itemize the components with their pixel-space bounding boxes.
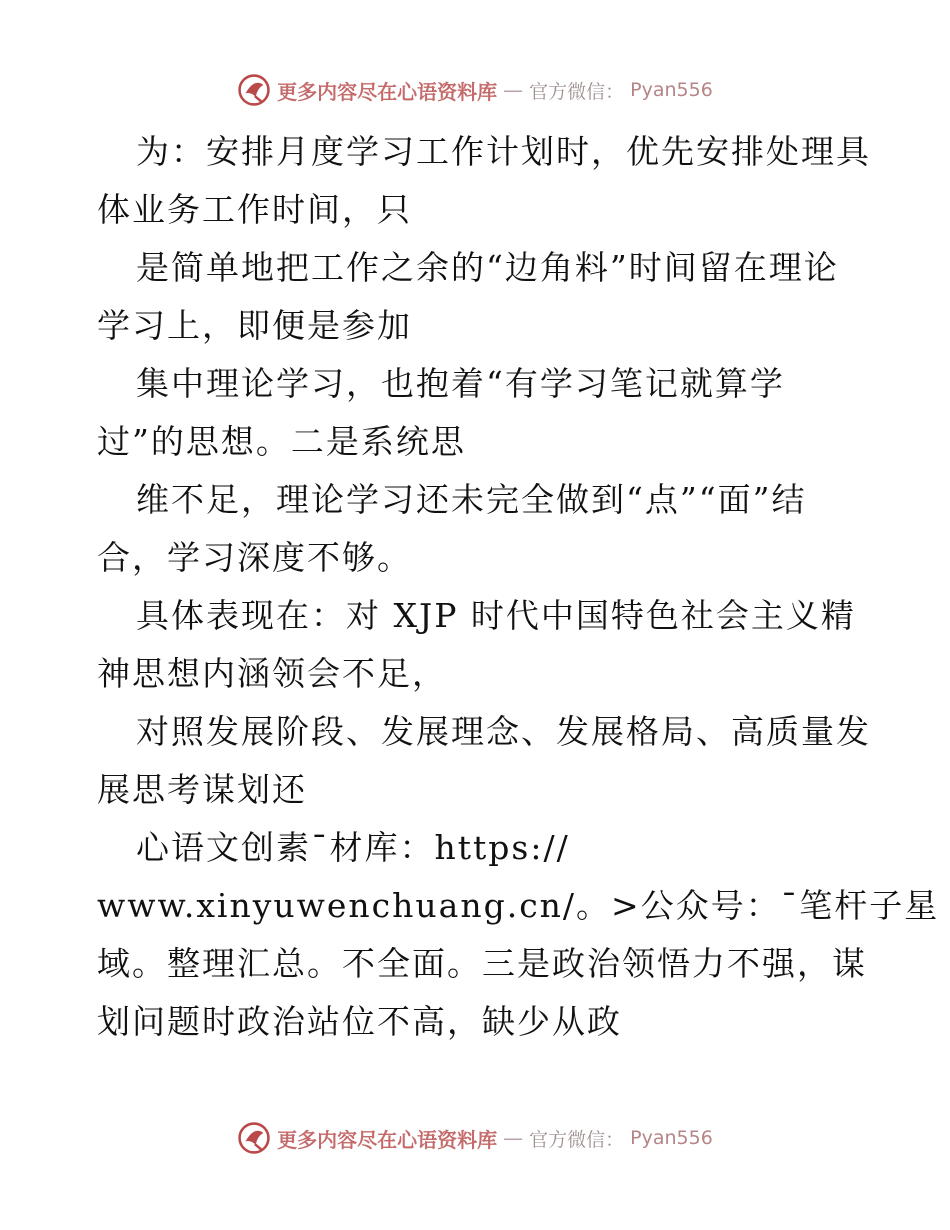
header-wechat-id: Pyan556 — [630, 79, 713, 101]
document-body — [97, 123, 940, 1051]
header-banner-inner — [237, 73, 713, 107]
text-line: 展思考谋划还 — [97, 770, 307, 809]
header-separator: — — [503, 78, 524, 102]
text-line: 对照发展阶段、发展理念、发展格局、高质量发 — [136, 712, 871, 751]
text-line: 心语文创素¯材库：https:// — [136, 828, 570, 867]
header-site-name: 更多内容尽在心语资料库 — [277, 79, 498, 104]
text-line: 合，学习深度不够。 — [97, 538, 412, 577]
footer-wechat-id: Pyan556 — [630, 1127, 713, 1149]
text-line: 具体表现在：对 XJP 时代中国特色社会主义精 — [136, 596, 856, 635]
footer-separator: — — [503, 1126, 524, 1150]
xinyu-logo-icon — [237, 1121, 271, 1155]
footer-site-name: 更多内容尽在心语资料库 — [277, 1127, 498, 1152]
text-line: 域。整理汇总。不全面。三是政治领悟力不强，谋 — [97, 944, 867, 983]
footer-official-label: 官方微信： — [529, 1128, 625, 1151]
text-line: 为：安排月度学习工作计划时，优先安排处理具 — [136, 132, 871, 171]
xinyu-logo-icon — [237, 73, 271, 107]
header-official-label: 官方微信： — [529, 80, 625, 103]
text-line: 学习上，即便是参加 — [97, 306, 412, 345]
header-watermark-banner — [0, 70, 950, 110]
text-line: 维不足，理论学习还未完全做到“点”“面”结 — [136, 480, 807, 519]
footer-watermark-banner — [0, 1118, 950, 1158]
text-line: 过”的思想。二是系统思 — [97, 422, 466, 461]
text-line: 神思想内涵领会不足， — [97, 654, 447, 693]
text-line: www.xinyuwenchuang.cn/。>公众号：¯笔杆子星 — [97, 886, 940, 925]
text-line: 集中理论学习，也抱着“有学习笔记就算学 — [136, 364, 785, 403]
footer-banner-inner — [237, 1121, 713, 1155]
text-line: 划问题时政治站位不高，缺少从政 — [97, 1002, 622, 1041]
text-line: 体业务工作时间，只 — [97, 190, 412, 229]
text-line: 是简单地把工作之余的“边角料”时间留在理论 — [136, 248, 839, 287]
